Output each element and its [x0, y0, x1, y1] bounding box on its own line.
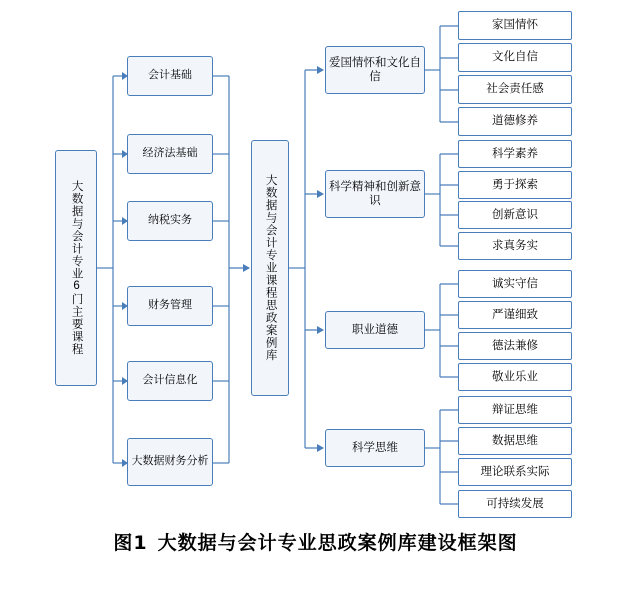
node-course-6: 大数据财务分析: [127, 438, 213, 486]
node-group-2-item-3: 创新意识: [458, 201, 572, 229]
node-group-2-item-4: 求真务实: [458, 232, 572, 260]
node-group-4-item-4: 可持续发展: [458, 490, 572, 518]
node-group-1-item-1: 家国情怀: [458, 11, 572, 40]
node-group-1: 爱国情怀和文化自信: [325, 46, 425, 94]
node-course-4: 财务管理: [127, 286, 213, 326]
node-group-1-item-3: 社会责任感: [458, 75, 572, 104]
figure-caption: [0, 528, 631, 555]
node-group-1-item-2: 文化自信: [458, 43, 572, 72]
node-course-5: 会计信息化: [127, 361, 213, 401]
figure-number: 图1: [113, 532, 148, 554]
node-group-4-item-3: 理论联系实际: [458, 458, 572, 486]
node-group-4: 科学思维: [325, 429, 425, 467]
node-group-1-item-4: 道德修养: [458, 107, 572, 136]
node-group-3-item-1: 诚实守信: [458, 270, 572, 298]
node-center-case-library: 大数据与会计专业课程思政案例库: [251, 140, 289, 396]
node-group-3-item-4: 敬业乐业: [458, 363, 572, 391]
node-course-3: 纳税实务: [127, 201, 213, 241]
node-course-2: 经济法基础: [127, 134, 213, 174]
node-group-4-item-1: 辩证思维: [458, 396, 572, 424]
node-course-1: 会计基础: [127, 56, 213, 96]
node-group-3-item-2: 严谨细致: [458, 301, 572, 329]
node-group-3: 职业道德: [325, 311, 425, 349]
figure-title: 大数据与会计专业思政案例库建设框架图: [157, 532, 518, 554]
node-group-3-item-3: 德法兼修: [458, 332, 572, 360]
node-group-2-item-1: 科学素养: [458, 140, 572, 168]
node-root-left: 大数据与会计专业6门主要课程: [55, 150, 97, 386]
node-group-2-item-2: 勇于探索: [458, 171, 572, 199]
node-group-4-item-2: 数据思维: [458, 427, 572, 455]
node-group-2: 科学精神和创新意识: [325, 170, 425, 218]
